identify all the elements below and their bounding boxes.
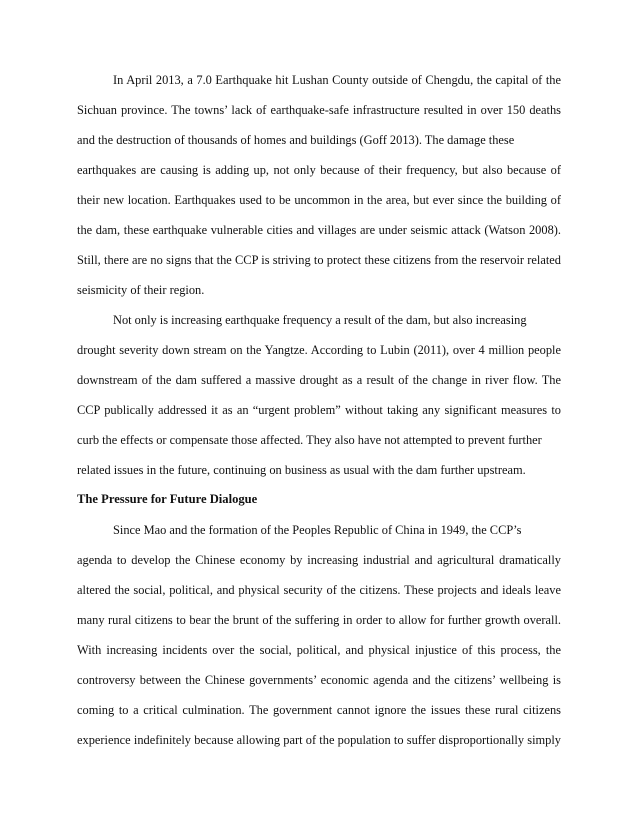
- section-heading: The Pressure for Future Dialogue: [77, 492, 258, 506]
- text-line: curb the effects or compensate those affected. They also have not attempted to prevent further: [77, 433, 542, 447]
- text-line: coming to a critical culmination. The government cannot ignore the issues these rural citizens: [77, 703, 561, 717]
- text-line: Not only is increasing earthquake frequency a result of the dam, but also increasing: [113, 313, 527, 327]
- text-line: earthquakes are causing is adding up, not only because of their frequency, but also because of: [77, 163, 561, 177]
- text-line: many rural citizens to bear the brunt of the suffering in order to allow for further growth overall.: [77, 613, 561, 627]
- text-line: controversy between the Chinese governments’ economic agenda and the citizens’ wellbeing is: [77, 673, 561, 687]
- text-line: With increasing incidents over the social, political, and physical injustice of this process, the: [77, 643, 561, 657]
- text-line: the dam, these earthquake vulnerable cities and villages are under seismic attack (Watson 2008).: [77, 223, 561, 237]
- text-line: and the destruction of thousands of homes and buildings (Goff 2013). The damage these: [77, 133, 515, 147]
- text-line: In April 2013, a 7.0 Earthquake hit Lushan County outside of Chengdu, the capital of the: [113, 73, 561, 87]
- text-line: Sichuan province. The towns’ lack of earthquake-safe infrastructure resulted in over 150 deaths: [77, 103, 561, 117]
- text-line: their new location. Earthquakes used to be uncommon in the area, but ever since the building of: [77, 193, 561, 207]
- text-line: altered the social, political, and physical security of the citizens. These projects and ideals leave: [77, 583, 561, 597]
- text-line: experience indefinitely because allowing part of the population to suffer disproportionally simply: [77, 733, 561, 747]
- text-line: Since Mao and the formation of the Peoples Republic of China in 1949, the CCP’s: [113, 523, 522, 537]
- text-line: downstream of the dam suffered a massive drought as a result of the change in river flow. The: [77, 373, 561, 387]
- text-line: CCP publically addressed it as an “urgent problem” without taking any significant measures to: [77, 403, 561, 417]
- text-line: agenda to develop the Chinese economy by increasing industrial and agricultural dramatically: [77, 553, 561, 567]
- text-line: related issues in the future, continuing on business as usual with the dam further upstream.: [77, 463, 526, 477]
- text-line: Still, there are no signs that the CCP is striving to protect these citizens from the reservoir related: [77, 253, 561, 267]
- text-line: seismicity of their region.: [77, 283, 205, 297]
- text-line: drought severity down stream on the Yangtze. According to Lubin (2011), over 4 million people: [77, 343, 561, 357]
